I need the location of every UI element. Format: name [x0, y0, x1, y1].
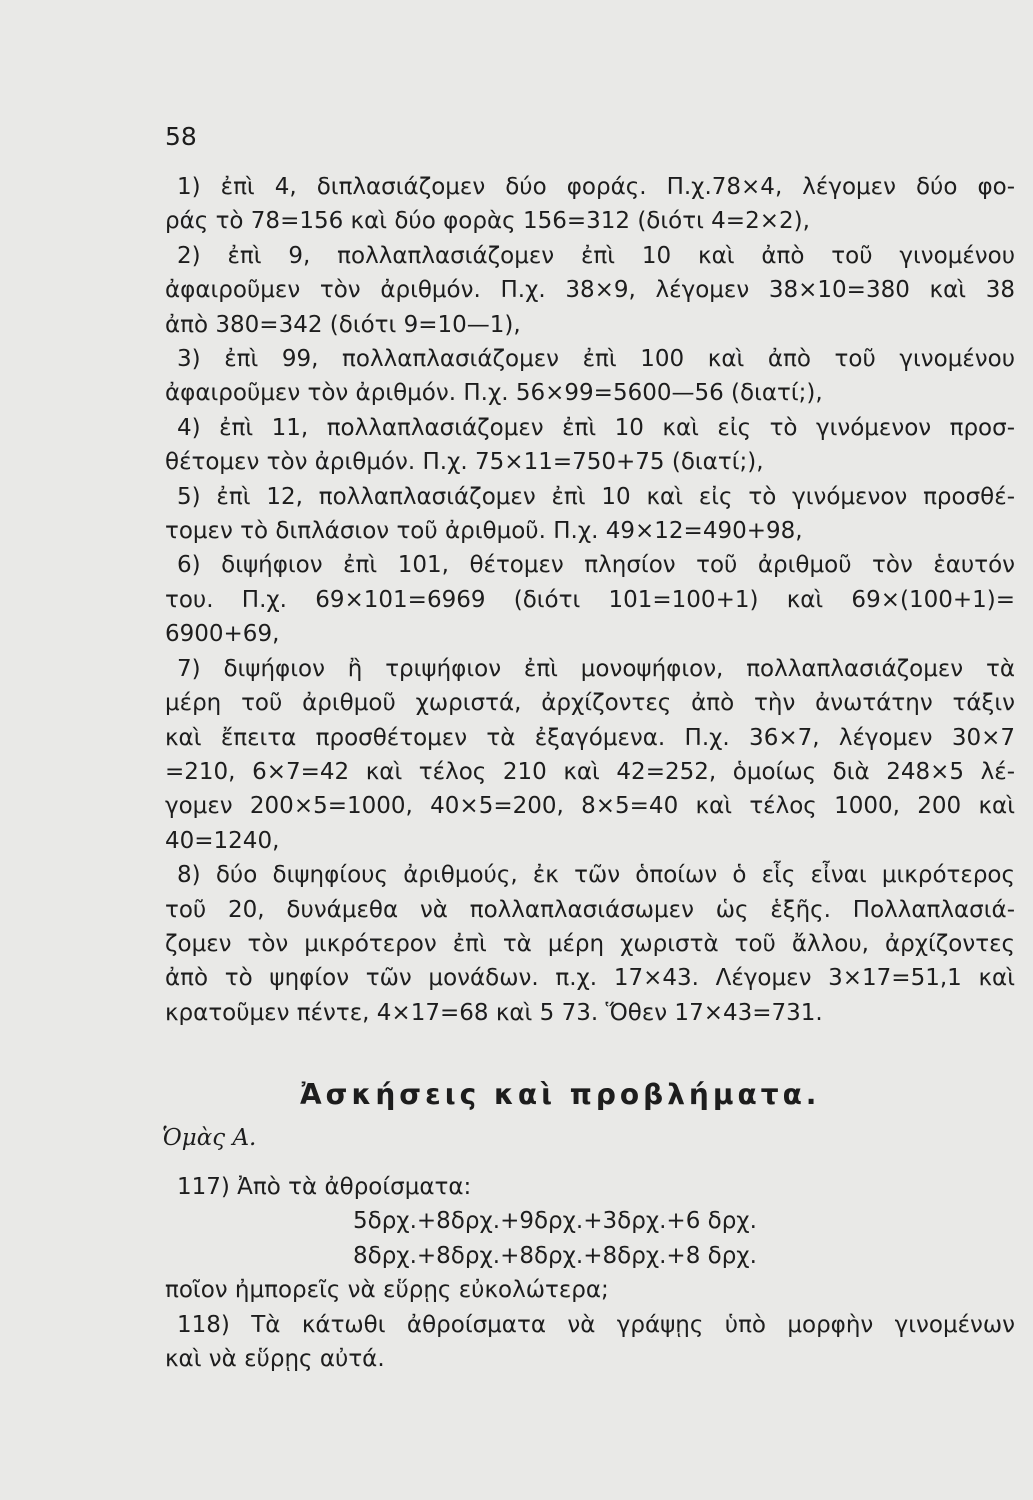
- text-line: θέτομεν τὸν ἀριθμόν. Π.χ. 75×11=750+75 (διατί;),: [165, 449, 764, 476]
- text-line: του. Π.χ. 69×101=6969 (διότι 101=100+1) καὶ 69×(100+1)=: [165, 586, 1015, 613]
- text-line: 2) ἐπὶ 9, πολλαπλασιάζομεν ἐπὶ 10 καὶ ἀπὸ τοῦ γινομένου: [177, 242, 1015, 269]
- text-line: 8) δύο διψηφίους ἀριθμούς, ἐκ τῶν ὁποίων ὁ εἷς εἶναι μικρότερος: [177, 862, 1015, 889]
- text-line: ράς τὸ 78=156 καὶ δύο φορὰς 156=312 (διότι 4=2×2),: [165, 208, 810, 235]
- sum-line: 5δρχ.+8δρχ.+9δρχ.+3δρχ.+6 δρχ.: [353, 1208, 757, 1235]
- exercises: [165, 1170, 1015, 1376]
- text-line: ἀφαιροῦμεν τὸν ἀριθμόν. Π.χ. 56×99=5600—56 (διατί;),: [165, 380, 823, 407]
- page-number: 58: [165, 122, 197, 151]
- text-line: 1) ἐπὶ 4, διπλασιάζομεν δύο φοράς. Π.χ.78×4, λέγομεν δύο φο-: [177, 174, 1015, 200]
- text-line: 6) διψήφιον ἐπὶ 101, θέτομεν πλησίον τοῦ ἀριθμοῦ τὸν ἑαυτόν: [177, 552, 1015, 579]
- exercise-line: καὶ νὰ εὕρῃς αὐτά.: [165, 1346, 385, 1373]
- text-line: γομεν 200×5=1000, 40×5=200, 8×5=40 καὶ τέλος 1000, 200 καὶ: [165, 793, 1015, 820]
- text-line: ζομεν τὸν μικρότερον ἐπὶ τὰ μέρη χωριστὰ τοῦ ἄλλου, ἀρχίζοντες: [165, 930, 1015, 957]
- section-heading: Ἀσκήσεις καὶ προβλήματα.: [300, 1078, 821, 1111]
- text-line: ἀφαιροῦμεν τὸν ἀριθμόν. Π.χ. 38×9, λέγομεν 38×10=380 καὶ 38: [165, 277, 1015, 304]
- text-line: μέρη τοῦ ἀριθμοῦ χωριστά, ἀρχίζοντες ἀπὸ τὴν ἀνωτάτην τάξιν: [165, 690, 1015, 717]
- text-line: τοῦ 20, δυνάμεθα νὰ πολλαπλασιάσωμεν ὡς ἑξῆς. Πολλαπλασιά-: [165, 896, 1015, 923]
- text-line: τομεν τὸ διπλάσιον τοῦ ἀριθμοῦ. Π.χ. 49×12=490+98,: [165, 518, 803, 545]
- text-line: 40=1240,: [165, 827, 280, 854]
- text-line: 4) ἐπὶ 11, πολλαπλασιάζομεν ἐπὶ 10 καὶ εἰς τὸ γινόμενον προσ-: [177, 414, 1015, 441]
- group-label: Ὁμὰς Α.: [162, 1125, 257, 1151]
- text-line: ἀπὸ 380=342 (διότι 9=10—1),: [165, 311, 521, 338]
- text-line: κρατοῦμεν πέντε, 4×17=68 καὶ 5 73. Ὅθεν 17×43=731.: [165, 999, 823, 1026]
- sum-line: 8δρχ.+8δρχ.+8δρχ.+8δρχ.+8 δρχ.: [353, 1242, 757, 1269]
- text-line: 3) ἐπὶ 99, πολλαπλασιάζομεν ἐπὶ 100 καὶ ἀπὸ τοῦ γινομένου: [177, 346, 1015, 373]
- body-text: [165, 170, 1015, 1030]
- text-line: 6900+69,: [165, 621, 280, 648]
- text-line: 5) ἐπὶ 12, πολλαπλασιάζομεν ἐπὶ 10 καὶ εἰς τὸ γινόμενον προσθέ-: [177, 483, 1015, 510]
- exercise-line: ποῖον ἠμπορεῖς νὰ εὕρῃς εὐκολώτερα;: [165, 1277, 609, 1304]
- text-line: καὶ ἔπειτα προσθέτομεν τὰ ἐξαγόμενα. Π.χ. 36×7, λέγομεν 30×7: [165, 724, 1015, 751]
- exercise-line: 117) Ἀπὸ τὰ ἀθροίσματα:: [177, 1174, 472, 1200]
- exercise-line: 118) Τὰ κάτωθι ἀθροίσματα νὰ γράψῃς ὑπὸ μορφὴν γινομένων: [177, 1311, 1015, 1338]
- text-line: 7) διψήφιον ἢ τριψήφιον ἐπὶ μονοψήφιον, πολλαπλασιάζομεν τὰ: [177, 655, 1015, 682]
- text-line: =210, 6×7=42 καὶ τέλος 210 καὶ 42=252, ὁμοίως διὰ 248×5 λέ-: [165, 758, 1015, 785]
- text-line: ἀπὸ τὸ ψηφίον τῶν μονάδων. π.χ. 17×43. Λέγομεν 3×17=51,1 καὶ: [165, 965, 1015, 992]
